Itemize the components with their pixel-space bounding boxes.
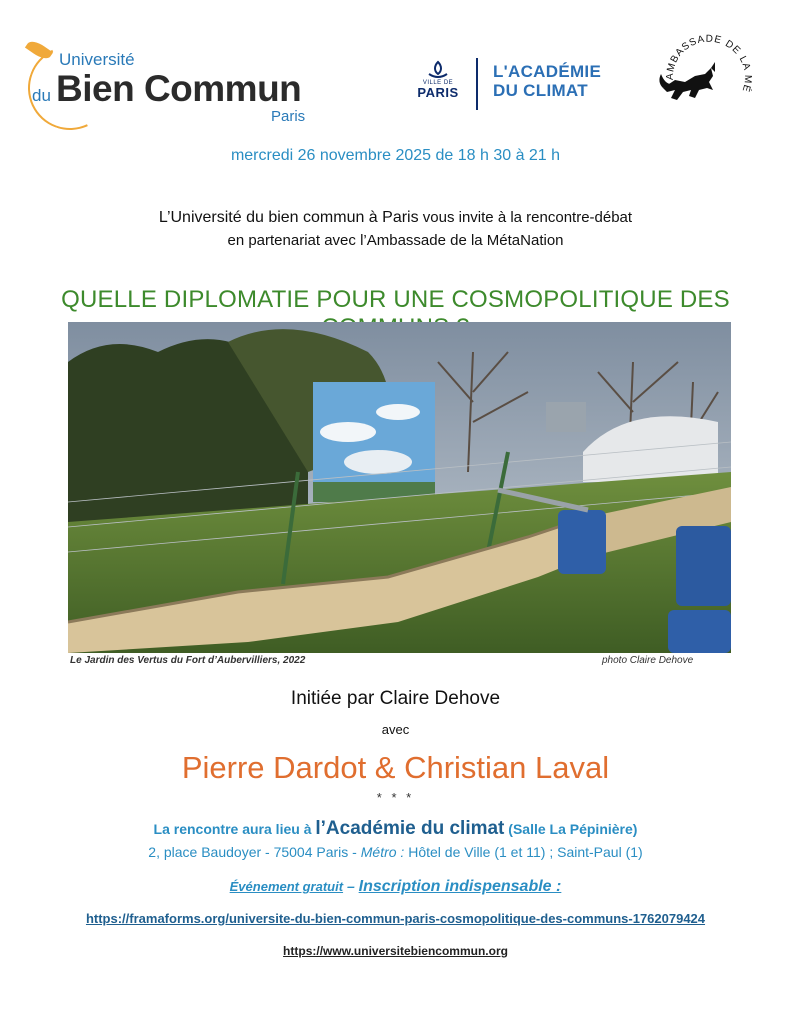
event-title: QUELLE DIPLOMATIE POUR UNE COSMOPOLITIQUE DES — [61, 286, 730, 313]
academie-logo-line1: L'ACADÉMIE — [493, 62, 602, 81]
registration-required: Inscription indispensable : — [358, 878, 562, 895]
registration-line — [0, 878, 791, 896]
venue-room: (Salle La Pépinière) — [504, 821, 638, 837]
ambassade-seal-text: AMBASSADE DE LA MÉ — [664, 33, 754, 94]
ubc-logo-city: Paris — [271, 108, 306, 125]
ambassade-seal — [655, 28, 759, 124]
ubc-logo-du: du — [32, 86, 51, 105]
address-part-2: Hôtel de Ville (1 et 11) ; Saint-Paul (1) — [404, 844, 643, 860]
academie-climat-logo — [493, 62, 603, 100]
free-event-label: Événement gratuit — [229, 879, 344, 894]
event-date: mercredi 26 novembre 2025 de 18 h 30 à 21 h — [230, 147, 561, 164]
ubc-logo-name: Bien Commun — [56, 68, 302, 109]
initiated-by-prefix: Initiée par — [290, 688, 380, 709]
separator-stars: * * * — [376, 790, 415, 805]
address-part-1: 2, place Baudoyer - 75004 Paris - — [148, 844, 361, 860]
paris-logo-name: PARIS — [417, 85, 459, 100]
academie-logo-line2: DU CLIMAT — [493, 81, 588, 100]
invitation-rest: vous invite à la rencontre-débat — [418, 209, 633, 226]
venue-line — [0, 818, 791, 840]
photo-credit: photo Claire Dehove — [602, 655, 694, 666]
invitation-lead: L’Université du bien commun à Paris — [158, 209, 419, 226]
invitation-line-2: en partenariat avec l’Ambassade de la MétaNation — [227, 232, 564, 249]
ubc-logo-univ: Université — [59, 50, 135, 69]
invitation-text — [0, 206, 791, 252]
ambassade-metanation-logo — [655, 28, 759, 124]
metro-label: Métro : — [360, 844, 405, 860]
ubc-logo — [22, 38, 322, 133]
venue-address — [0, 844, 791, 860]
registration-form-link[interactable]: https://framaforms.org/universite-du-bien-commun-paris-cosmopolitique-des-communs-1762079424 — [85, 911, 706, 926]
initiated-by-name: Claire Dehove — [379, 688, 501, 709]
initiated-by — [0, 688, 791, 710]
speaker-names: Pierre Dardot & Christian Laval — [181, 750, 610, 785]
venue-name: l’Académie du climat — [315, 818, 505, 839]
invitation-line-1 — [0, 206, 791, 229]
avec-label: avec — [381, 722, 410, 737]
garden-photo-image — [68, 322, 731, 653]
venue-lead: La rencontre aura lieu à — [153, 821, 316, 837]
garden-photo — [68, 322, 731, 653]
paris-ship-icon — [425, 60, 451, 80]
registration-dash: – — [343, 878, 359, 894]
ville-de-paris-logo — [410, 60, 466, 110]
website-link[interactable]: https://www.universitebiencommun.org — [283, 944, 508, 958]
photo-caption: Le Jardin des Vertus du Fort d’Aubervilliers, 2022 — [70, 655, 306, 666]
logo-divider — [476, 58, 478, 110]
paris-logo-small: VILLE DE — [422, 80, 454, 86]
